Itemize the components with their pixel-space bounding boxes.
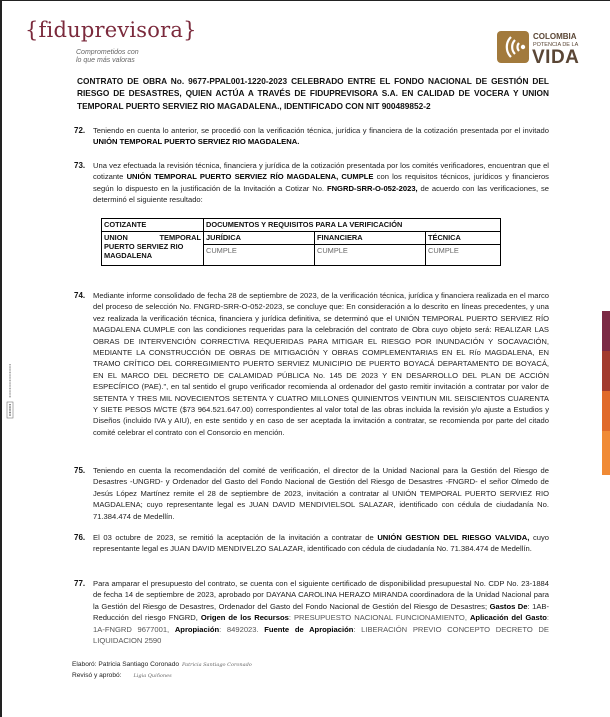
paragraph-74 [74, 290, 549, 438]
paragraph-text: cuyo representante legal es JUAN DAVID MENDIVELZO SALAZAR, identificado con cédula de ciudadanía No. 71.384.474 de Medellín. [93, 533, 550, 554]
table-header-juridica: JURÍDICA [204, 232, 315, 245]
decorative-bar-2 [602, 351, 610, 391]
table-header-tecnica: TÉCNICA [426, 232, 501, 245]
paragraph-number: 72. [74, 126, 86, 135]
value-origen: : PRESUPUESTO NACIONAL FUNCIONAMIENTO, [288, 613, 470, 623]
value-fuente: : LIBERACIÓN PREVIO CONCEPTO DECRETO DE LIQUIDACION 2590 [93, 624, 549, 646]
paragraph-number: 73. [74, 161, 86, 170]
paragraph-bold: FNGRD-SRR-O-052-2023, [326, 183, 418, 193]
label-gastos: Gastos De [489, 601, 528, 611]
paragraph-75 [74, 465, 549, 522]
paragraph-73 [74, 160, 549, 206]
paragraph-76 [74, 532, 550, 555]
paragraph-bold: UNIÓN TEMPORAL PUERTO SERVIEZ RIO MAGDALENA. [93, 137, 300, 147]
value-gastos: : 1AB-Reducción del riesgo FNGRD, [93, 601, 550, 623]
logo-vida-text: VIDA [532, 47, 580, 68]
table-cell-cotizante [102, 232, 204, 266]
paragraph-number: 76. [74, 533, 86, 542]
paragraph-72 [74, 125, 549, 148]
cotizante-line-1: UNION TEMPORAL [104, 233, 201, 242]
tagline-line-1: Comprometidos con [76, 49, 139, 56]
tagline-line-2: lo que más valoras [76, 57, 135, 64]
label-apropiacion: Apropiación [174, 624, 220, 634]
label-fuente: Fuente de Apropiación [264, 624, 354, 634]
verification-table [101, 218, 501, 266]
decorative-bar-4 [602, 431, 610, 475]
paragraph-number: 75. [74, 466, 86, 475]
table-header-financiera: FINANCIERA [315, 232, 426, 245]
paragraph-bold: UNIÓN TEMPORAL PUERTO SERVIEZ RÍO MAGDALENA, CUMPLE [126, 172, 374, 182]
value-aplicacion: : 1A-FNGRD 9677001, [93, 613, 549, 634]
decorative-bar-1 [602, 311, 610, 351]
paragraph-text: Para amparar el presupuesto del contrato, se cuenta con el siguiente certificado de disponibilidad presupuestal No. CDP No. 23-1884 de fecha 14 de septiembre de 2023, aprobado por DAYANA CAROLINA HERAZO MIRANDA coordinadora de la Unidad Nacional para la Gestión del Riesgo de Desastres, Ordenador del Gasto del Fondo Nacional de Gestión del Riesgo de Desastres; [93, 579, 549, 611]
table-header-cotizante: COTIZANTE [102, 219, 204, 232]
table-header-documents: DOCUMENTOS Y REQUISITOS PARA LA VERIFICACIÓN [204, 219, 501, 232]
cotizante-line-2: PUERTO SERVIEZ RIO MAGDALENA [104, 242, 184, 260]
elaboro-signature: Patricia Santiago Coronado [182, 662, 252, 668]
table-row [102, 219, 501, 232]
paragraph-text: con los requisitos técnicos, jurídicos y financieros según lo dispuesto en la justificación de la Invitación a Cotizar No. [93, 172, 549, 193]
paragraph-text: Mediante informe consolidado de fecha 28 de septiembre de 2023, de la verificación técnica, jurídica y financiera realizada en el marco del proceso de selección No. FNGRD-SRR-O-052-2023, se concluye que: En consideración a lo descrito en líneas precedentes, y una vez realizada la verificación técnica, financiera y jurídica definitiva, se determinó que el UNIÓN TEMPORAL PUERTO SERVIEZ RÍO MAGDALENA CUMPLE con las condiciones requeridas para la celebración del contrato de Obra cuyo objeto será: REALIZAR LAS OBRAS DE INTERVENCIÓN CORRECTIVA REQUERIDAS PARA MITIGAR EL RIESGO POR INUNDACIÓN Y SOCAVACIÓN, MEDIANTE LA CONSTRUCCIÓN DE OBRAS DE MITIGACIÓN Y OBRAS COMPLEMENTARIAS EN EL Río MAGDALENA, EN TRAMO CRÍTICO DEL CORREGIMIENTO PUERTO SERVIEZ MUNICIPIO DE PUERTO BOYACÁ DEPARTAMENTO DE BOYACÁ, EN EL MARCO DEL DECRETO DE CALAMIDAD PÚBLICA No. 145 DE 2023 Y EN DESARROLLO DEL PLAN DE ACCIÓN ESPECÍFICO (PAE).", en tal sentido el grupo verificador recomienda al ordenador del gasto remitir invitación a contratar por valor de SETENTA Y TRES MIL NOVECIENTOS SETENTA Y CUATRO MILLONES QUINIENTOS VEINTIUN MIL SEISCIENTOS CUARENTA Y SIETE PESOS M/CTE ($73 964.521.647.00) correspondientes al valor total de las obras incluida la revisión y/o ajuste a Estudios y Diseños (incluido IVA y AIU), en este sentido y en caso de ser aceptada la invitación a contratar, se recomienda por parte del citado comité celebrar el contrato con el Consorcio en mención. [93, 291, 549, 437]
table-cell-financiera: CUMPLE [315, 245, 426, 266]
reviso-signature: Ligia Quiñones [133, 673, 172, 679]
paragraph-77 [74, 578, 550, 646]
paragraph-text: Una vez efectuada la revisión técnica, financiera y jurídica de la cotización presentada por los comités verificadores, encuentran que el cotizante [93, 161, 549, 182]
vertical-stamp [6, 360, 14, 420]
elaboro-label: Elaboró: Patricia Santiago Coronado [72, 661, 180, 668]
paragraph-text: Teniendo en cuenta lo anterior, se procedió con la verificación técnica, jurídica y financiera de la cotización presentada por el invitado [93, 126, 549, 135]
reviso-line [72, 672, 172, 679]
logo-potencia-text: POTENCIA DE LA [533, 42, 579, 48]
table-cell-juridica: CUMPLE [204, 245, 315, 266]
paragraph-text: Teniendo en cuenta la recomendación del comité de verificación, el director de la Unidad Nacional para la Gestión del Riesgo de Desastres -UNGRD- y Ordenador del Gasto del Fondo Nacional de Gestión del Riesgo de Desastres -FNGRD- el señor Olmedo de Jesús López Martínez remite el 28 de septiembre de 2023, invitación a contratar al UNIÓN TEMPORAL PUERTO SERVIEZ RIO MAGDALENA; cuyo representante legal es JUAN DAVID MENDIVIELSOL SALAZAR, identificado con cédula de ciudadanía No. 71.384.474 de Medellín. [93, 466, 549, 521]
elaboro-line [72, 661, 252, 668]
page-border-left [0, 0, 2, 717]
page-border-top [0, 0, 610, 1]
paragraph-number: 77. [74, 579, 86, 588]
paragraph-text: de acuerdo con las verificaciones, se determinó el siguiente resultado: [93, 183, 549, 205]
colombia-waves-icon [497, 31, 529, 63]
table-row [102, 232, 501, 245]
table-cell-tecnica: CUMPLE [426, 245, 501, 266]
fiduprevisora-tagline [76, 49, 139, 65]
reviso-label: Revisó y aprobó: [72, 672, 122, 679]
colombia-potencia-logo [497, 31, 610, 71]
paragraph-text: El 03 octubre de 2023, se remitió la aceptación de la invitación a contratar de [93, 533, 378, 542]
contract-title: CONTRATO DE OBRA No. 9677-PPAL001-1220-2023 CELEBRADO ENTRE EL FONDO NACIONAL DE GESTIÓN DEL RIESGO DE DESASTRES, QUIEN ACTÚA A TRAVÉS DE FIDUPREVISORA S.A. EN CALIDAD DE VOCERA Y UNION TEMPORAL PUERTO SERVIEZ RIO MAGADALENA., IDENTIFICADO CON NIT 900489852-2 [77, 76, 549, 111]
logo-colombia-text: COLOMBIA [533, 32, 577, 41]
fiduprevisora-logo: {fiduprevisora} [25, 18, 197, 42]
label-origen: Origen de los Recursos [200, 613, 289, 623]
label-aplicacion: Aplicación del Gasto [469, 613, 547, 623]
paragraph-number: 74. [74, 291, 86, 300]
paragraph-bold: UNIÓN GESTION DEL RIESGO VALVIDA, [377, 533, 530, 542]
value-apropiacion: : 8492023. [219, 624, 265, 634]
decorative-bar-3 [602, 391, 610, 431]
